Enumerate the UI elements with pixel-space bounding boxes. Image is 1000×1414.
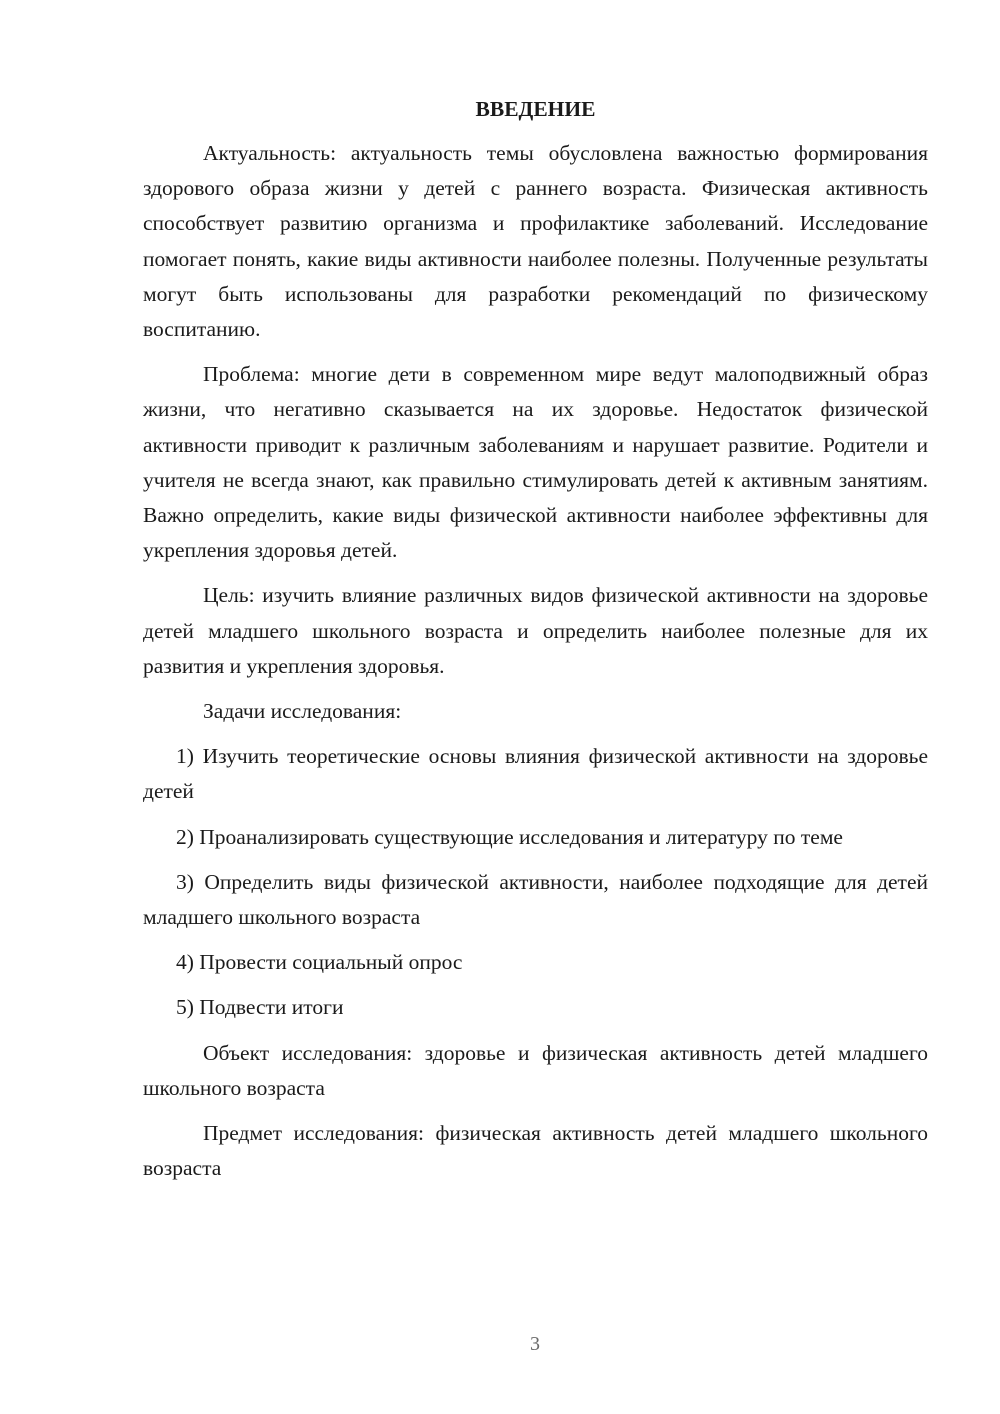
paragraph-problem: Проблема: многие дети в современном мире ведут малоподвижный образ жизни, что негативно сказывается на их здоровье. Недостаток физической активности приводит к различным заболеваниям и нарушает развитие. Родители и учителя не всегда знают, как правильно стимулировать детей к активным занятиям. Важно определить, какие виды физической активности наиболее эффективны для укрепления здоровья детей. [143,362,928,563]
paragraph-relevance: Актуальность: актуальность темы обусловлена важностью формирования здорового образа жизни у детей с раннего возраста. Физическая активность способствует развитию организма и профилактике заболеваний. Исследование помогает понять, какие виды активности наиболее полезны. Полученные результаты могут быть использованы для разработки рекомендаций по физическому воспитанию. [143,141,928,342]
paragraph-subject: Предмет исследования: физическая активность детей младшего школьного возраста [143,1121,928,1181]
list-item: 4) Провести социальный опрос [176,950,463,975]
list-item: 5) Подвести итоги [176,995,344,1020]
document-page [143,92,928,1196]
list-item: 1) Изучить теоретические основы влияния физической активности на здоровье детей [143,744,928,804]
list-item: 2) Проанализировать существующие исследования и литературу по теме [176,824,843,849]
paragraph-tasks-heading: Задачи исследования: [203,699,402,724]
paragraph-object: Объект исследования: здоровье и физическая активность детей младшего школьного возраста [143,1040,928,1100]
list-item: 3) Определить виды физической активности, наиболее подходящие для детей младшего школьного возраста [143,869,928,930]
page-number: 3 [530,1333,540,1355]
task-list [143,739,928,1025]
paragraph-goal: Цель: изучить влияние различных видов физической активности на здоровье детей младшего школьного возраста и определить наиболее полезные для их развития и укрепления здоровья. [143,583,928,678]
section-title: ВВЕДЕНИЕ [475,97,596,121]
